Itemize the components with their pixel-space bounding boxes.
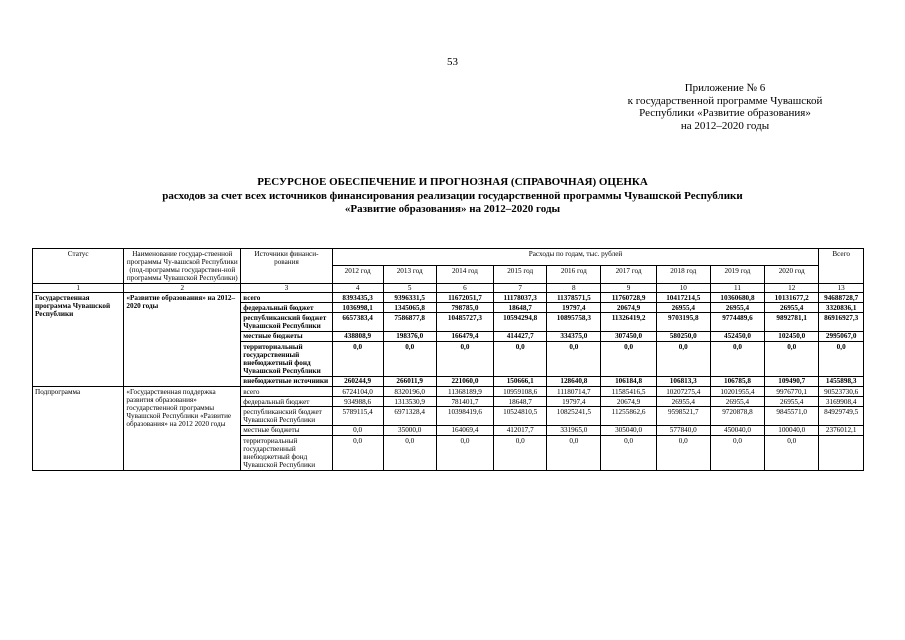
header-year: 2020 год [765,266,819,283]
value-cell: 6724104,0 [332,387,383,397]
value-cell: 438808,9 [332,331,383,341]
header-year: 2017 год [601,266,656,283]
total-cell: 94688728,7 [819,293,864,303]
value-cell: 10201955,4 [710,387,764,397]
value-cell: 781401,7 [436,397,493,407]
total-cell: 86916927,3 [819,313,864,331]
funding-source: республиканский бюджет Чувашской Республики [241,313,332,331]
value-cell: 11326419,2 [601,313,656,331]
value-cell: 9774489,6 [710,313,764,331]
value-cell: 0,0 [383,436,436,471]
value-cell: 11180714,7 [547,387,601,397]
value-cell: 934988,6 [332,397,383,407]
value-cell: 580250,0 [656,331,710,341]
value-cell: 11760728,9 [601,293,656,303]
value-cell: 106785,8 [710,376,764,386]
table-row [33,293,864,303]
value-cell: 11255862,6 [601,407,656,425]
value-cell: 10895758,3 [547,313,601,331]
funding-source: территориальный государственный внебюджетный фонд Чувашской Республики [241,436,332,471]
value-cell: 26955,4 [765,303,819,313]
value-cell: 1036998,1 [332,303,383,313]
header-year: 2013 год [383,266,436,283]
total-cell: 3320836,1 [819,303,864,313]
value-cell: 10131677,2 [765,293,819,303]
value-cell: 11585416,5 [601,387,656,397]
value-cell: 0,0 [547,436,601,471]
value-cell: 26955,4 [656,397,710,407]
value-cell: 452450,0 [710,331,764,341]
value-cell: 26955,4 [710,397,764,407]
value-cell: 10485727,3 [436,313,493,331]
value-cell: 166479,4 [436,331,493,341]
value-cell: 106813,3 [656,376,710,386]
value-cell: 414427,7 [494,331,547,341]
funding-source: местные бюджеты [241,331,332,341]
value-cell: 260244,9 [332,376,383,386]
column-number: 5 [383,283,436,292]
value-cell: 0,0 [332,436,383,471]
header-year: 2014 год [436,266,493,283]
funding-source: местные бюджеты [241,425,332,435]
document-title [0,176,905,217]
resource-table [32,248,864,471]
total-cell: 0,0 [819,342,864,377]
header-total: Всего [819,249,864,284]
appendix-line-1: Приложение № 6 [684,82,766,94]
value-cell: 334375,0 [547,331,601,341]
value-cell: 102450,0 [765,331,819,341]
value-cell: 10398419,6 [436,407,493,425]
value-cell: 0,0 [656,342,710,377]
total-cell: 90523730,6 [819,387,864,397]
header-year: 2015 год [494,266,547,283]
column-number: 6 [436,283,493,292]
value-cell: 331965,0 [547,425,601,435]
value-cell: 128640,8 [547,376,601,386]
value-cell: 307450,0 [601,331,656,341]
funding-source: всего [241,293,332,303]
value-cell: 0,0 [601,436,656,471]
value-cell: 19797,4 [547,303,601,313]
table-row [33,387,864,397]
value-cell: 0,0 [494,436,547,471]
value-cell: 221060,0 [436,376,493,386]
value-cell: 0,0 [332,425,383,435]
value-cell: 164069,4 [436,425,493,435]
value-cell: 10594294,8 [494,313,547,331]
column-number: 3 [241,283,332,292]
value-cell: 305040,0 [601,425,656,435]
value-cell: 10417214,5 [656,293,710,303]
value-cell: 18648,7 [494,303,547,313]
value-cell: 10360680,8 [710,293,764,303]
row-status: Государственная программа Чувашской Республики [33,293,124,387]
funding-source: федеральный бюджет [241,397,332,407]
value-cell: 7586877,8 [383,313,436,331]
value-cell: 100040,0 [765,425,819,435]
column-number: 11 [710,283,764,292]
value-cell: 0,0 [710,436,764,471]
column-number: 12 [765,283,819,292]
value-cell: 9396331,5 [383,293,436,303]
title-line-2: расходов за счет всех источников финансирования реализации государственной программы Чувашской Республики [162,189,743,202]
header-year: 2016 год [547,266,601,283]
total-cell: 3169908,4 [819,397,864,407]
value-cell: 35000,0 [383,425,436,435]
value-cell: 798785,0 [436,303,493,313]
value-cell: 26955,4 [710,303,764,313]
value-cell: 11368189,9 [436,387,493,397]
value-cell: 9892781,1 [765,313,819,331]
value-cell: 10524810,5 [494,407,547,425]
header-year: 2012 год [332,266,383,283]
column-number: 8 [547,283,601,292]
value-cell: 8393435,3 [332,293,383,303]
total-cell: 1455898,3 [819,376,864,386]
value-cell: 18648,7 [494,397,547,407]
header-expenses: Расходы по годам, тыс. рублей [332,249,819,266]
value-cell: 5789115,4 [332,407,383,425]
column-number: 7 [494,283,547,292]
value-cell: 1345065,8 [383,303,436,313]
total-cell: 2376012,1 [819,425,864,435]
value-cell: 19797,4 [547,397,601,407]
value-cell: 20674,9 [601,397,656,407]
value-cell: 6657383,4 [332,313,383,331]
value-cell: 1313530,9 [383,397,436,407]
value-cell: 11378571,5 [547,293,601,303]
total-cell: 84929749,5 [819,407,864,425]
value-cell: 0,0 [547,342,601,377]
appendix-line-2: к государственной программе Чувашской [627,94,823,107]
page-number: 53 [447,56,458,68]
value-cell: 10959108,6 [494,387,547,397]
total-cell [819,436,864,471]
value-cell: 109490,7 [765,376,819,386]
value-cell: 11672051,7 [436,293,493,303]
value-cell: 9845571,0 [765,407,819,425]
program-name: «Развитие образования» на 2012–2020 годы [124,293,241,387]
column-number: 1 [33,283,124,292]
value-cell: 0,0 [765,436,819,471]
value-cell: 26955,4 [765,397,819,407]
value-cell: 106184,8 [601,376,656,386]
value-cell: 266011,9 [383,376,436,386]
value-cell: 0,0 [494,342,547,377]
header-status: Статус [33,249,124,284]
program-name: «Государственная поддержка развития образования» государственной программы Чувашской Республики «Развитие образования» на 2012 2020 годы [124,387,241,471]
value-cell: 0,0 [765,342,819,377]
value-cell: 450040,0 [710,425,764,435]
funding-source: внебюджетные источники [241,376,332,386]
value-cell: 9703195,8 [656,313,710,331]
header-year: 2018 год [656,266,710,283]
value-cell: 9720878,8 [710,407,764,425]
header-year: 2019 год [710,266,764,283]
header-name: Наименование государ-ственной программы Чу-вашской Республики (под-программы государствен-ной программы Чувашской Республики) [124,249,241,284]
value-cell: 198376,0 [383,331,436,341]
column-number: 9 [601,283,656,292]
value-cell: 150666,1 [494,376,547,386]
value-cell: 20674,9 [601,303,656,313]
column-number: 13 [819,283,864,292]
value-cell: 0,0 [710,342,764,377]
value-cell: 412017,7 [494,425,547,435]
value-cell: 0,0 [601,342,656,377]
title-line-3: «Развитие образования» на 2012–2020 годы [344,203,561,215]
funding-source: территориальный государственный внебюджетный фонд Чувашской Республики [241,342,332,377]
value-cell: 10825241,5 [547,407,601,425]
value-cell: 6971328,4 [383,407,436,425]
value-cell: 577840,0 [656,425,710,435]
value-cell: 0,0 [656,436,710,471]
column-number: 4 [332,283,383,292]
value-cell: 9976770,1 [765,387,819,397]
title-line-1: РЕСУРСНОЕ ОБЕСПЕЧЕНИЕ И ПРОГНОЗНАЯ (СПРАВОЧНАЯ) ОЦЕНКА [257,176,648,188]
value-cell: 0,0 [332,342,383,377]
value-cell: 0,0 [383,342,436,377]
total-cell: 2995067,0 [819,331,864,341]
header-source: Источники финанси-рования [241,249,332,284]
appendix-note [600,82,850,132]
value-cell: 0,0 [436,342,493,377]
appendix-line-4: на 2012–2020 годы [680,119,770,132]
value-cell: 10207275,4 [656,387,710,397]
value-cell: 9598521,7 [656,407,710,425]
value-cell: 11178037,3 [494,293,547,303]
funding-source: всего [241,387,332,397]
value-cell: 0,0 [436,436,493,471]
funding-source: федеральный бюджет [241,303,332,313]
appendix-line-3: Республики «Развитие образования» [639,107,811,120]
value-cell: 26955,4 [656,303,710,313]
value-cell: 8320196,0 [383,387,436,397]
column-number: 10 [656,283,710,292]
column-number: 2 [124,283,241,292]
funding-source: республиканский бюджет Чувашской Республики [241,407,332,425]
row-status: Подпрограмма [33,387,124,471]
